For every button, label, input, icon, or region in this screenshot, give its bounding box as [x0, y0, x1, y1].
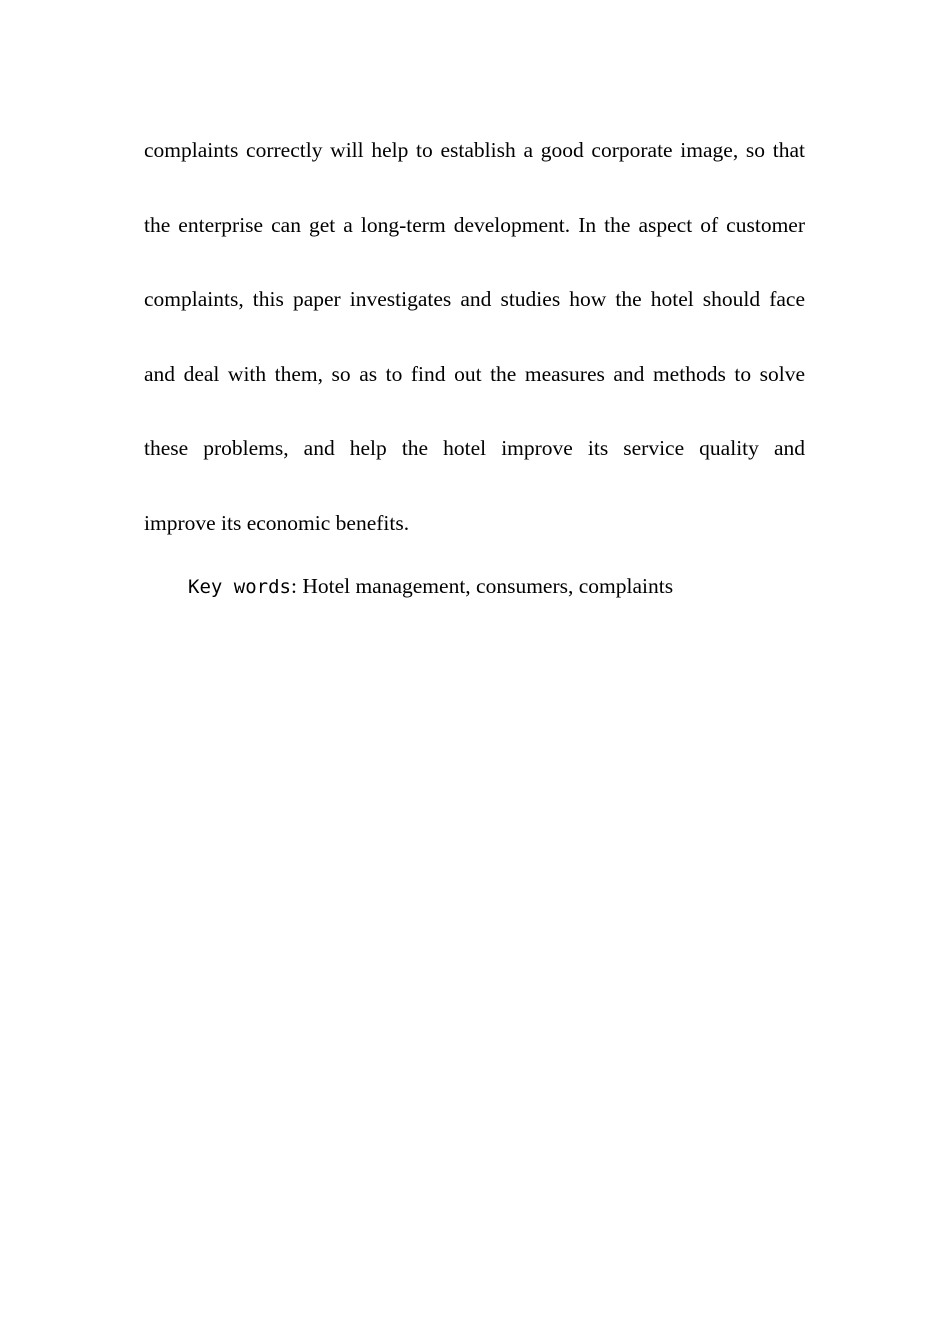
abstract-paragraph	[144, 131, 805, 579]
paragraph-line: and deal with them, so as to find out the measures and methods to solve	[144, 361, 805, 386]
paragraph-line: improve its economic benefits.	[144, 510, 410, 535]
keywords-value: Hotel management, consumers, complaints	[296, 574, 674, 598]
paragraph-line: complaints correctly will help to establish a good corporate image, so that	[144, 138, 805, 162]
paragraph-line: these problems, and help the hotel improve its service quality and	[144, 436, 805, 461]
keywords-line	[188, 567, 805, 606]
paragraph-line: the enterprise can get a long-term development. In the aspect of customer	[144, 212, 805, 237]
paragraph-line: complaints, this paper investigates and studies how the hotel should face	[144, 287, 805, 312]
keywords-label: Key words	[188, 576, 291, 598]
keywords-separator: :	[290, 574, 297, 598]
